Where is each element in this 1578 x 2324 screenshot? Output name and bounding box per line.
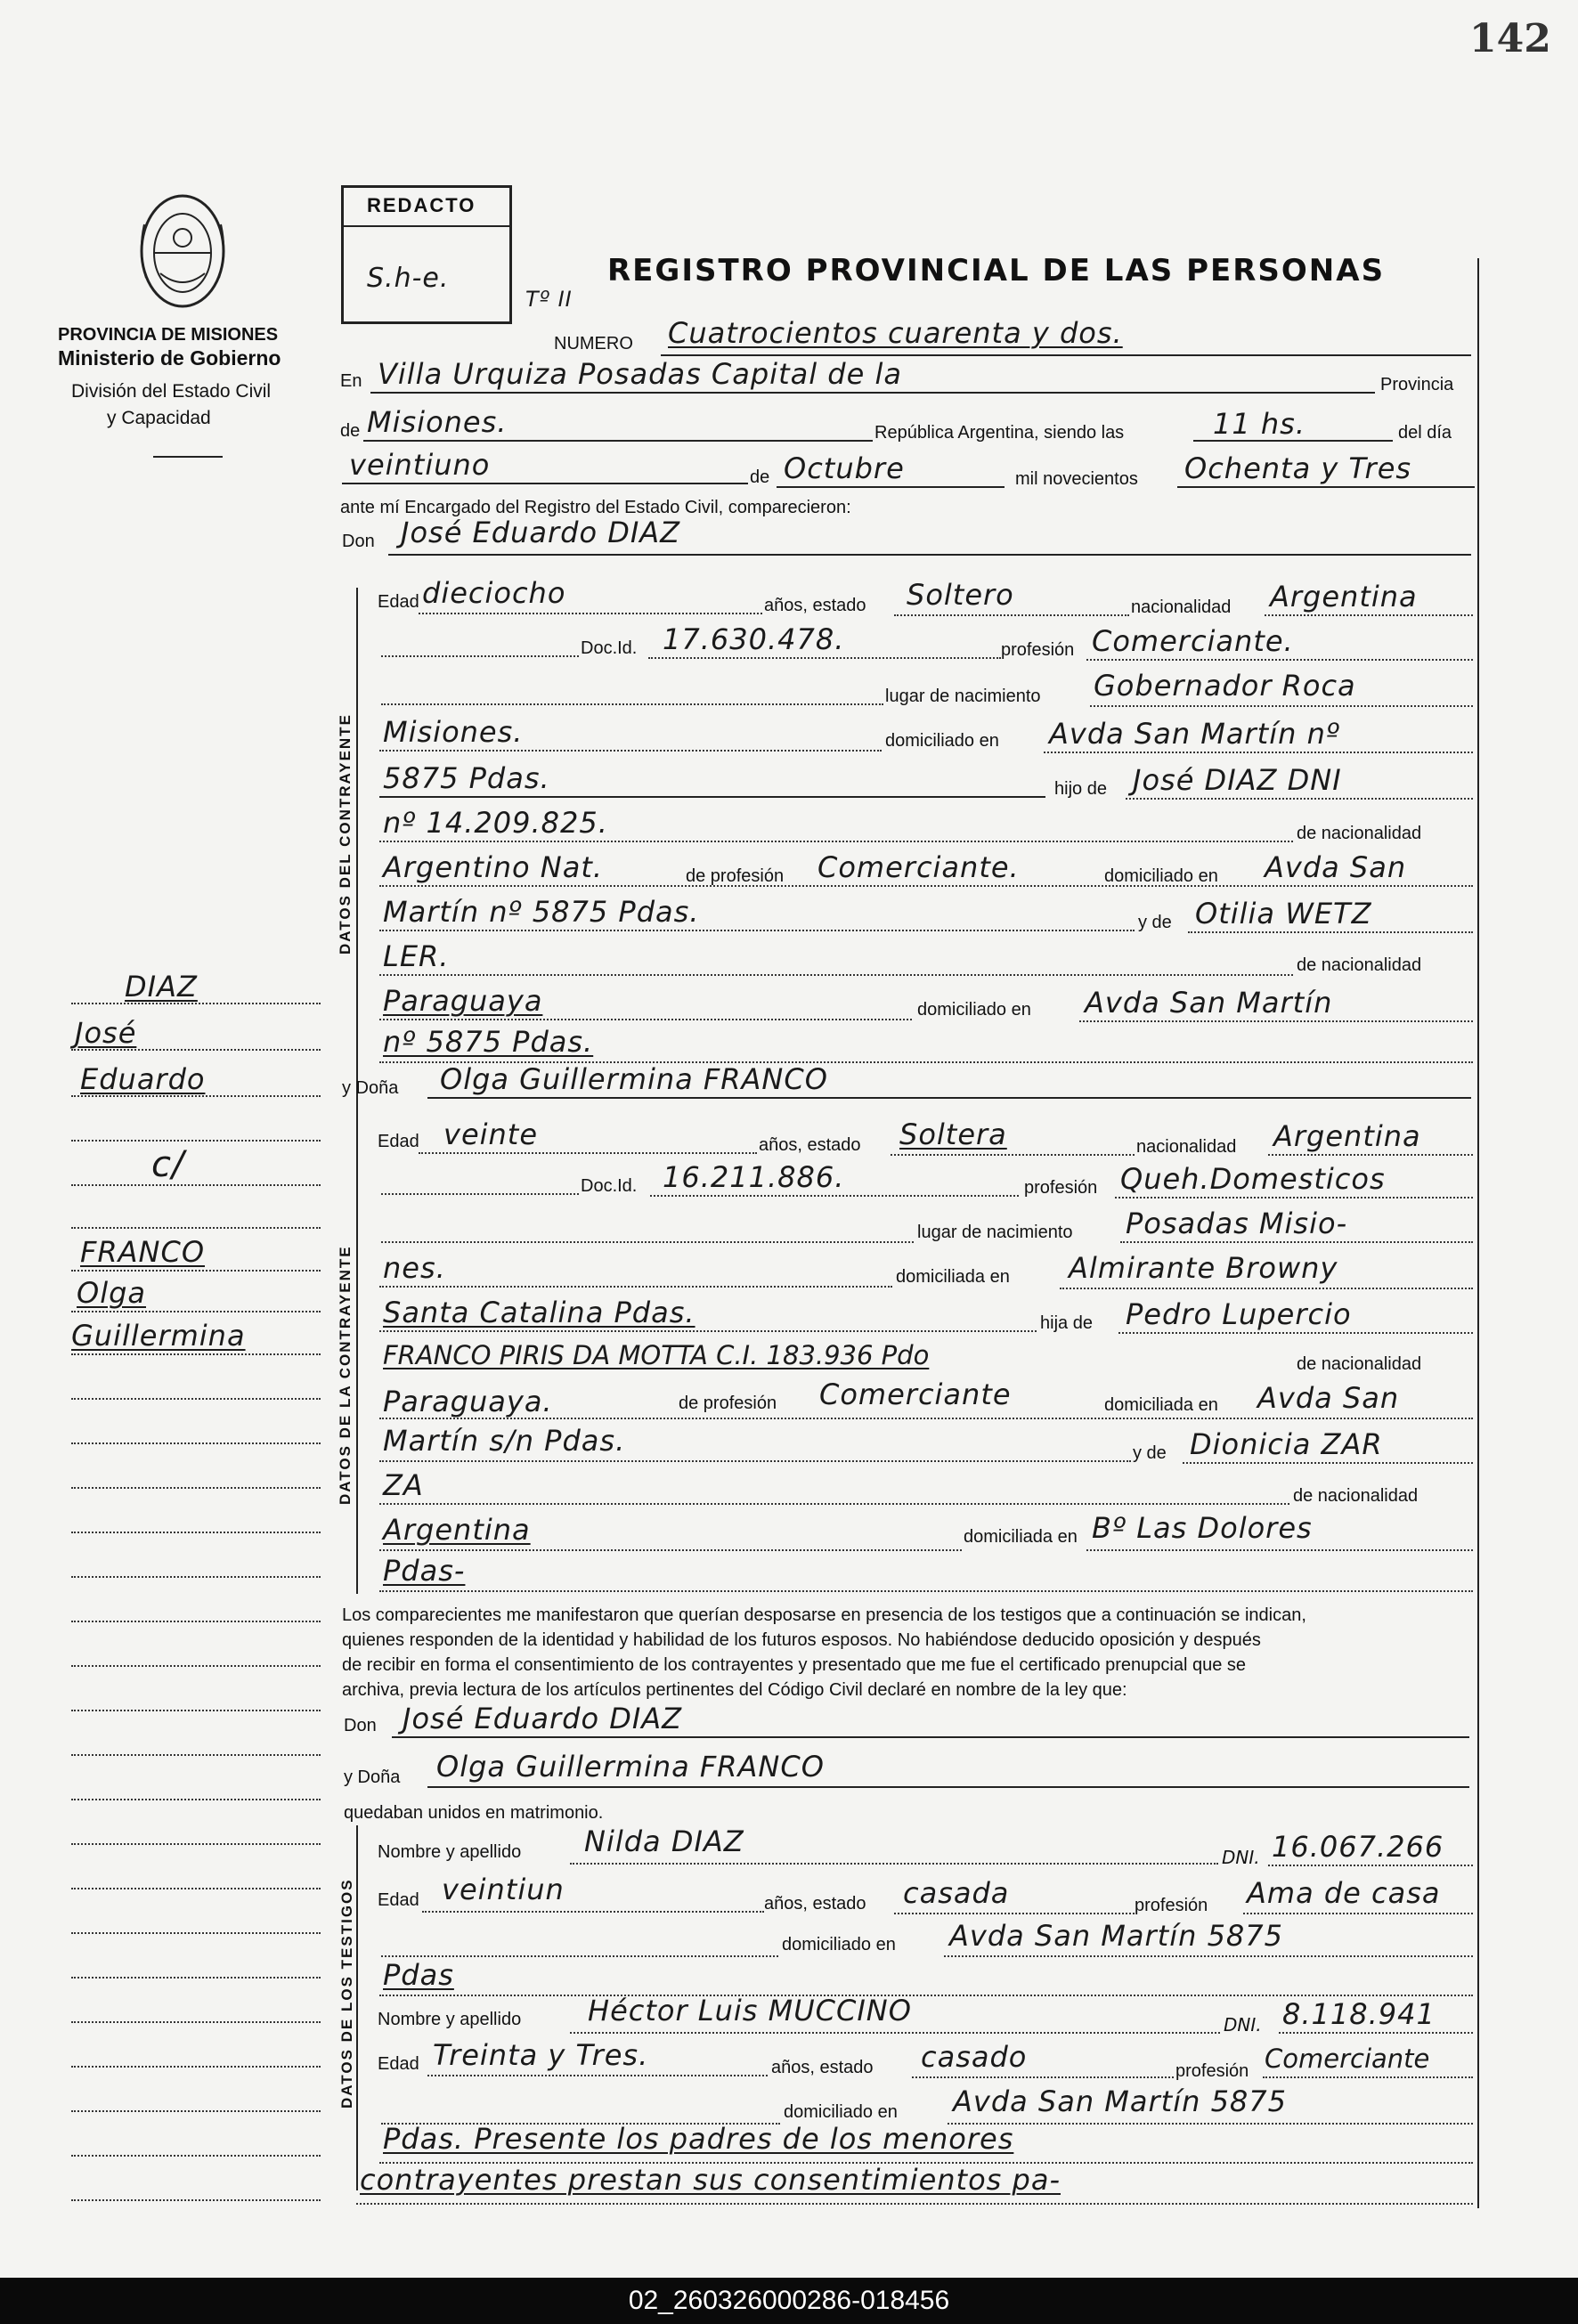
- t2-domicilio-1: Avda San Martín 5875: [953, 2084, 1287, 2118]
- quedaban-text: quedaban unidos en matrimonio.: [344, 1803, 604, 1823]
- t1-domicilio-1: Avda San Martín 5875: [949, 1919, 1283, 1953]
- de-nacionalidad-label-1: de nacionalidad: [1297, 824, 1422, 843]
- contrayente-madre-dom-2: nº 5875 Pdas.: [383, 1025, 594, 1059]
- contrayenta-name: Olga Guillermina FRANCO: [440, 1062, 828, 1096]
- mil-label: mil novecientos: [1015, 469, 1138, 489]
- t1-nombre-rule: [570, 1863, 1218, 1865]
- margin-rule: [71, 1977, 321, 1979]
- madre-2-rule: [379, 974, 1293, 976]
- margin-note-line4: c/: [151, 1144, 185, 1185]
- t1-profesion: Ama de casa: [1247, 1876, 1441, 1910]
- estado-rule-2: [891, 1154, 1135, 1156]
- de-nacionalidad-label-2: de nacionalidad: [1297, 955, 1422, 975]
- margin-rule: [71, 1621, 321, 1622]
- lugar-nac-rule-1: [1090, 705, 1473, 707]
- margin-rule: [71, 1311, 321, 1312]
- anio-rule: [1177, 486, 1475, 488]
- right-border: [1477, 258, 1479, 2208]
- domicilio-2-rule-2: [379, 1330, 1037, 1332]
- contrayenta-lugar-nac-2: nes.: [383, 1251, 446, 1285]
- lugar-nac-label-1: lugar de nacimiento: [885, 687, 1041, 706]
- margin-rule: [71, 1095, 321, 1097]
- t2-nombre: Héctor Luis MUCCINO: [588, 1994, 912, 2027]
- t2-domicilio-2: Pdas. Presente los padres de los menores: [383, 2122, 1014, 2156]
- margin-rule: [71, 1799, 321, 1800]
- anios-estado-label-2: años, estado: [759, 1135, 861, 1155]
- contrayente-section-label: DATOS DEL CONTRAYENTE: [337, 713, 354, 955]
- hijo-label: hijo de: [1054, 779, 1107, 799]
- doc-lead-rule-1: [381, 655, 579, 657]
- doc-lead-rule-2: [381, 1193, 579, 1195]
- padre-nac-rule-2: [379, 1418, 1473, 1419]
- t2-dni: 8.118.941: [1282, 1997, 1436, 2031]
- t1-edad: veintiun: [442, 1873, 565, 1906]
- margin-rule: [71, 1353, 321, 1355]
- declaration-dona-label: y Doña: [344, 1767, 401, 1787]
- madre-2-rule-2: [379, 1503, 1289, 1505]
- ministry-label: Ministerio de Gobierno: [58, 346, 281, 370]
- republica-label: República Argentina, siendo las: [874, 423, 1125, 443]
- padre-nac-rule: [379, 885, 1473, 887]
- del-dia-label: del día: [1398, 423, 1452, 443]
- margin-rule: [71, 1398, 321, 1400]
- margin-rule: [71, 1843, 321, 1845]
- declaration-line-2: quienes responden de la identidad y habilidad de los futuros esposos. No habiéndose deducido oposición y después: [342, 1630, 1261, 1650]
- margin-rule: [71, 1665, 321, 1667]
- margin-rule: [71, 2066, 321, 2068]
- hora-value: 11 hs.: [1213, 407, 1306, 441]
- madre-nac-rule-2: [379, 1549, 962, 1551]
- contrayenta-doc: 16.211.886.: [663, 1160, 845, 1194]
- margin-note-line7: Guillermina: [71, 1319, 246, 1353]
- contrayenta-madre-nac: Argentina: [383, 1513, 531, 1547]
- t1-domicilio-2: Pdas: [383, 1958, 454, 1992]
- t2-anios-estado-label: años, estado: [771, 2058, 874, 2077]
- margin-rule: [71, 1270, 321, 1272]
- profesion-rule-1: [1086, 659, 1473, 661]
- t1-edad-label: Edad: [378, 1890, 419, 1910]
- margin-note-line5: FRANCO: [80, 1235, 205, 1269]
- contrayente-madre-2: LER.: [383, 939, 450, 973]
- margin-note-line2: José: [75, 1016, 137, 1050]
- contrayenta-padre-1: Pedro Lupercio: [1126, 1297, 1352, 1331]
- contrayente-padre-dom-2: Martín nº 5875 Pdas.: [383, 895, 700, 929]
- contrayente-madre-dom-1: Avda San Martín: [1085, 986, 1333, 1020]
- anios-estado-label-1: años, estado: [764, 596, 866, 615]
- contrayenta-domicilio-2: Santa Catalina Pdas.: [383, 1296, 695, 1329]
- lugar-nac-lead-rule-1: [381, 703, 883, 705]
- t1-nombre: Nilda DIAZ: [584, 1824, 744, 1858]
- margin-note-line1: DIAZ: [125, 970, 198, 1004]
- margin-rule: [71, 1754, 321, 1756]
- margin-rule: [71, 1227, 321, 1229]
- page-number: 142: [1469, 16, 1551, 61]
- padre-2-rule: [379, 841, 1293, 842]
- domiciliada-label-1: domiciliada en: [896, 1267, 1010, 1287]
- lugar-nac-2-rule: [379, 750, 882, 752]
- contrayente-madre-1: Otilia WETZ: [1195, 897, 1372, 930]
- margin-rule: [71, 1049, 321, 1051]
- madre-dom-label-1: domiciliado en: [917, 1000, 1031, 1020]
- margin-rule: [71, 2110, 321, 2112]
- margin-rule: [71, 1487, 321, 1489]
- y-de-label-2: y de: [1133, 1443, 1167, 1463]
- t2-edad: Treinta y Tres.: [433, 2038, 649, 2072]
- contrayenta-padre-prof: Comerciante: [819, 1377, 1012, 1411]
- anio-value: Ochenta y Tres: [1184, 451, 1412, 485]
- contrayenta-nacionalidad: Argentina: [1273, 1119, 1421, 1153]
- t2-dom-rule: [948, 2123, 1473, 2125]
- doc-label-2: Doc.Id.: [581, 1176, 638, 1196]
- margin-rule: [71, 1888, 321, 1889]
- de-provincia-label: de: [340, 421, 361, 441]
- t2-dni-rule: [1279, 2032, 1473, 2034]
- registry-title: REGISTRO PROVINCIAL DE LAS PERSONAS: [607, 253, 1386, 288]
- dia-rule: [342, 483, 748, 484]
- t1-dom-2-rule: [379, 1995, 1473, 1996]
- t1-dom-lead-rule: [381, 1955, 778, 1957]
- contrayenta-section-label: DATOS DE LA CONTRAYENTE: [337, 1245, 354, 1505]
- contrayenta-domicilio-1: Almirante Browny: [1069, 1251, 1338, 1285]
- padre-dom-label-2: domiciliada en: [1104, 1395, 1218, 1415]
- contrayente-lugar-nac-1: Gobernador Roca: [1094, 669, 1356, 703]
- t2-estado-rule: [912, 2076, 1174, 2078]
- dia-value: veintiuno: [349, 448, 491, 482]
- t2-domiciliado-label: domiciliado en: [784, 2102, 898, 2122]
- contrayenta-madre-1: Dionicia ZAR: [1190, 1427, 1383, 1461]
- t2-estado: casado: [921, 2040, 1028, 2074]
- numero-label: NUMERO: [554, 334, 633, 353]
- t2-domicilio-3: contrayentes prestan sus consentimientos pa-: [360, 2163, 1061, 2197]
- declaration-don-name: José Eduardo DIAZ: [403, 1702, 683, 1735]
- dona-rule: [427, 1097, 1471, 1099]
- t1-dni: 16.067.266: [1272, 1830, 1444, 1864]
- margin-rule: [71, 1576, 321, 1578]
- numero-value: Cuatrocientos cuarenta y dos.: [668, 316, 1123, 350]
- contrayente-estado: Soltero: [907, 578, 1014, 612]
- contrayente-domicilio-2: 5875 Pdas.: [383, 761, 550, 795]
- contrayente-edad: dieciocho: [422, 576, 566, 610]
- profesion-rule-2: [1115, 1197, 1473, 1199]
- t1-domiciliado-label: domiciliado en: [782, 1935, 896, 1954]
- padre-dom-label-1: domiciliado en: [1104, 866, 1218, 886]
- padre-dom-2-rule: [379, 930, 1135, 931]
- t2-edad-rule: [427, 2075, 768, 2076]
- tomo-note: Tº II: [525, 287, 573, 312]
- madre-nac-rule: [379, 1019, 912, 1020]
- redacto-rule: [344, 225, 509, 227]
- t2-dni-label: DNI.: [1224, 2014, 1262, 2036]
- domicilio-2-rule: [379, 796, 1045, 798]
- contrayente-padre-nac: Argentino Nat.: [383, 850, 604, 884]
- declaration-dona-rule: [427, 1786, 1469, 1788]
- left-divider: [153, 456, 223, 458]
- edad-label-1: Edad: [378, 592, 419, 612]
- document-id-footer: 02_260326000286-018456: [0, 2278, 1578, 2324]
- en-label: En: [340, 371, 362, 391]
- t1-nombre-label: Nombre y apellido: [378, 1842, 522, 1862]
- madre-dom-2-rule-2: [379, 1590, 1473, 1592]
- t1-estado: casada: [903, 1876, 1010, 1910]
- division-label-1: División del Estado Civil: [71, 381, 272, 402]
- madre-dom-rule-1: [1079, 1020, 1473, 1022]
- margin-rule: [71, 1710, 321, 1711]
- domicilio-rule-2: [1060, 1288, 1473, 1289]
- mes-value: Octubre: [784, 451, 905, 485]
- contrayenta-madre-2: ZA: [383, 1468, 424, 1502]
- padre-rule-1: [1126, 798, 1473, 800]
- redacto-box: [341, 185, 512, 324]
- edad-label-2: Edad: [378, 1132, 419, 1151]
- contrayenta-madre-dom-2: Pdas-: [383, 1554, 466, 1588]
- de-nacionalidad-label-3: de nacionalidad: [1297, 1354, 1422, 1374]
- margin-rule: [71, 2199, 321, 2201]
- madre-rule-1: [1188, 931, 1473, 933]
- t2-profesion-rule: [1263, 2076, 1473, 2078]
- testigos-bracket: [356, 1825, 358, 2190]
- doc-rule-1: [648, 657, 1001, 659]
- margin-rule: [71, 2155, 321, 2157]
- contrayente-madre-nac: Paraguaya: [383, 984, 543, 1018]
- contrayente-doc: 17.630.478.: [663, 622, 845, 656]
- dona-label: y Doña: [342, 1078, 399, 1098]
- madre-dom-rule-2: [1086, 1549, 1473, 1551]
- t1-anios-estado-label: años, estado: [764, 1894, 866, 1914]
- hija-label: hija de: [1040, 1313, 1093, 1333]
- de-nacionalidad-label-4: de nacionalidad: [1293, 1486, 1419, 1506]
- testigos-section-label: DATOS DE LOS TESTIGOS: [338, 1878, 355, 2109]
- t2-nombre-label: Nombre y apellido: [378, 2010, 522, 2029]
- t2-dom-3-rule: [356, 2203, 1473, 2205]
- estado-rule-1: [894, 614, 1129, 616]
- margin-note-line3: Eduardo: [80, 1062, 206, 1096]
- contrayenta-padre-dom-2: Martín s/n Pdas.: [383, 1424, 626, 1458]
- doc-label-1: Doc.Id.: [581, 638, 638, 658]
- lugar-nac-rule-2: [1120, 1241, 1473, 1243]
- y-de-label-1: y de: [1138, 913, 1172, 932]
- padre-dom-2-rule-2: [379, 1460, 1131, 1462]
- declaration-line-1: Los comparecientes me manifestaron que querían desposarse en presencia de los testigos que a continuación se indican,: [342, 1605, 1306, 1625]
- margin-rule: [71, 2021, 321, 2023]
- padre-rule-2: [1118, 1332, 1473, 1334]
- provincia-value: Misiones.: [367, 405, 508, 439]
- t1-profesion-label: profesión: [1135, 1896, 1208, 1915]
- madre-rule-2: [1183, 1462, 1473, 1464]
- margin-rule: [71, 1442, 321, 1444]
- nacionalidad-label-1: nacionalidad: [1131, 597, 1232, 617]
- edad-rule-2: [419, 1152, 757, 1154]
- declaration-dona-name: Olga Guillermina FRANCO: [436, 1750, 825, 1784]
- t2-profesion: Comerciante: [1265, 2044, 1430, 2074]
- declaration-don-label: Don: [344, 1716, 377, 1735]
- margin-rule: [71, 1003, 321, 1004]
- contrayenta-madre-dom-1: Bº Las Dolores: [1092, 1511, 1313, 1545]
- margin-rule: [71, 1140, 321, 1142]
- redacto-label: REDACTO: [367, 194, 476, 216]
- don-label: Don: [342, 532, 375, 551]
- provincia-rule: [363, 440, 873, 442]
- nacionalidad-label-2: nacionalidad: [1136, 1137, 1237, 1157]
- contrayente-lugar-nac-2: Misiones.: [383, 715, 524, 749]
- don-rule: [388, 554, 1471, 556]
- contrayente-domicilio-1: Avda San Martín nº: [1049, 717, 1340, 751]
- margin-rule: [71, 1932, 321, 1934]
- margin-rule: [71, 1532, 321, 1533]
- margin-rule: [71, 1184, 321, 1186]
- t1-dom-rule: [944, 1955, 1473, 1957]
- madre-dom-label-2: domiciliada en: [964, 1527, 1078, 1547]
- hora-rule: [1193, 440, 1393, 442]
- lugar-nac-label-2: lugar de nacimiento: [917, 1223, 1073, 1242]
- profesion-label-2: profesión: [1024, 1178, 1098, 1198]
- de-mes-label: de: [750, 467, 770, 487]
- redacto-value: S.h-e.: [367, 263, 450, 294]
- declaration-line-4: archiva, previa lectura de los artículos pertinentes del Código Civil declaré en nombre de la ley que:: [342, 1680, 1127, 1700]
- edad-rule-1: [419, 613, 762, 614]
- lugar-nac-2-rule-2: [379, 1286, 892, 1288]
- t1-dni-label: DNI.: [1222, 1847, 1260, 1868]
- division-label-2: y Capacidad: [107, 408, 211, 428]
- contrayenta-edad: veinte: [443, 1117, 539, 1151]
- lugar-nac-lead-rule-2: [381, 1241, 914, 1243]
- t1-dni-rule: [1268, 1865, 1473, 1866]
- t1-profesion-rule: [1243, 1913, 1473, 1914]
- contrayente-name: José Eduardo DIAZ: [401, 516, 681, 549]
- domiciliado-label-1: domiciliado en: [885, 731, 999, 751]
- t2-nombre-rule: [570, 2032, 1220, 2034]
- declaration-line-3: de recibir en forma el consentimiento de los contrayentes y presentado que me fue el certificado prenupcial que se: [342, 1655, 1247, 1675]
- contrayente-profesion: Comerciante.: [1092, 624, 1294, 658]
- contrayenta-padre-dom-1: Avda San: [1257, 1381, 1400, 1415]
- margin-note-line6: Olga: [77, 1276, 146, 1310]
- mes-rule: [777, 486, 1005, 488]
- provincial-seal-icon: [134, 189, 232, 313]
- nacionalidad-rule-1: [1265, 614, 1473, 616]
- contrayenta-estado: Soltera: [899, 1117, 1007, 1151]
- t2-edad-label: Edad: [378, 2054, 419, 2074]
- de-profesion-label-2: de profesión: [679, 1394, 777, 1413]
- declaration-don-rule: [392, 1736, 1469, 1738]
- provincia-label: Provincia: [1380, 375, 1454, 394]
- domicilio-rule-1: [1044, 752, 1473, 753]
- profesion-label-1: profesión: [1001, 640, 1075, 660]
- lugar-rule: [370, 392, 1375, 394]
- contrayenta-padre-nac: Paraguaya.: [383, 1385, 553, 1418]
- contrayenta-lugar-nac-1: Posadas Misio-: [1126, 1207, 1348, 1240]
- ante-text: ante mí Encargado del Registro del Estado Civil, comparecieron:: [340, 498, 851, 517]
- numero-rule: [661, 354, 1471, 356]
- contrayenta-padre-2: FRANCO PIRIS DA MOTTA C.I. 183.936 Pdo: [383, 1340, 930, 1370]
- de-profesion-label-1: de profesión: [686, 866, 785, 886]
- t2-profesion-label: profesión: [1175, 2061, 1249, 2081]
- contrayente-padre-1: José DIAZ DNI: [1133, 763, 1342, 797]
- province-label: PROVINCIA DE MISIONES: [58, 325, 279, 345]
- contrayente-padre-2: nº 14.209.825.: [383, 806, 608, 840]
- t1-estado-rule: [894, 1913, 1135, 1914]
- contrayente-nacionalidad: Argentina: [1270, 580, 1418, 614]
- contrayente-padre-prof: Comerciante.: [817, 850, 1020, 884]
- t1-edad-rule: [422, 1911, 764, 1913]
- contrayenta-profesion: Queh.Domesticos: [1120, 1162, 1386, 1196]
- lugar-value: Villa Urquiza Posadas Capital de la: [378, 357, 902, 391]
- nacionalidad-rule-2: [1268, 1154, 1473, 1156]
- contrayente-padre-dom-1: Avda San: [1265, 850, 1407, 884]
- doc-rule-2: [650, 1195, 1019, 1197]
